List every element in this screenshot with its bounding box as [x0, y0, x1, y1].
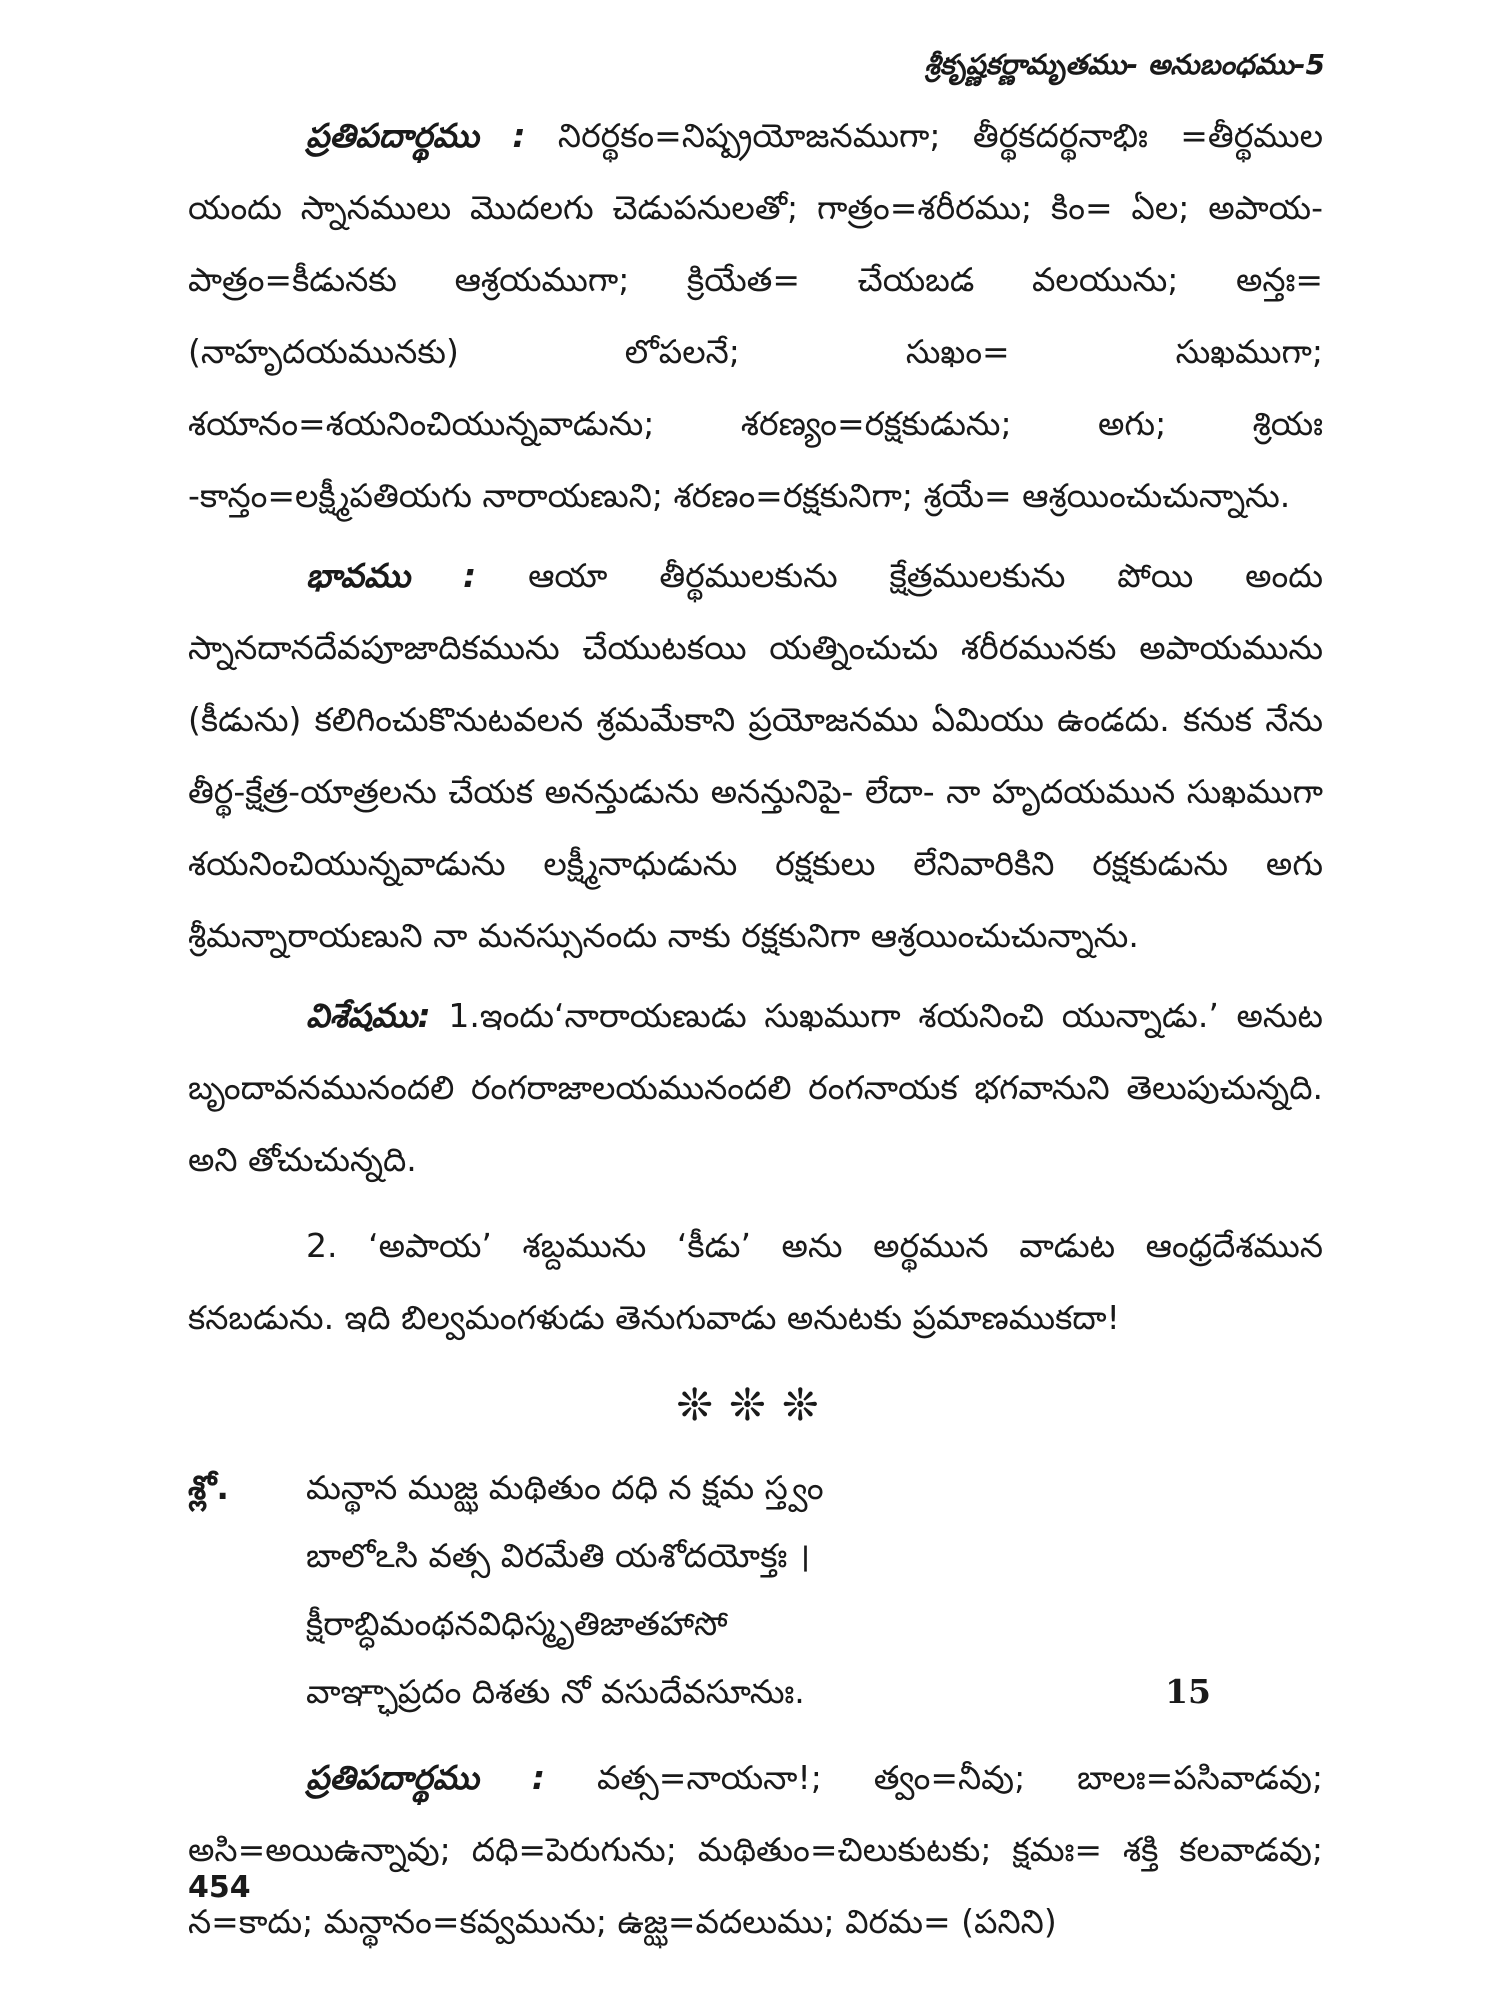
paragraph-text: 1.ఇందు‘నారాయణుడు సుఖముగా శయనించి యున్నాడు.’ అనుట బృందావనమునందలి రంగరాజాలయమునందలి రంగనాయక భగవానుని తెలుపుచున్నది. అని తోచుచున్నది.	[188, 996, 1323, 1179]
verse-line: క్షీరాబ్ధిమంథనవిధిస్మృతిజాతహాసో	[306, 1604, 728, 1643]
section-heading: విశేషము:	[306, 996, 431, 1035]
paragraph-text: ఆయా తీర్థములకును క్షేత్రములకును పోయి అందు స్నానదానదేవపూజాదికమును చేయుటకయి యత్నించుచు శరీరమునకు అపాయమును (కీడును) కలిగించుకొనుటవలన శ్రమమేకాని ప్రయోజనము ఏమియు ఉండదు. కనుక నేను తీర్థ-క్షేత్ర-యాత్రలను చేయక అనన్తుడును అనన్తునిపై- లేదా- నా హృదయమున సుఖముగా శయనించియున్నవాడును లక్ష్మీనాధుడును రక్షకులు లేనివారికిని రక్షకుడును అగు శ్రీమన్నారాయణుని నా మనస్సునందు నాకు రక్షకునిగా ఆశ్రయించుచున్నాను.	[188, 556, 1323, 955]
page-body	[188, 100, 1323, 1966]
word-meaning-paragraph	[188, 100, 1323, 532]
word-meaning-paragraph	[188, 1742, 1323, 1958]
running-header: శ్రీకృష్ణకర్ణామృతము- అనుబంధము-5	[924, 48, 1325, 81]
section-divider-ornament: ❊❊❊	[676, 1380, 835, 1431]
verse-line: మన్థాన ముజ్ఝ మథితుం దధి న క్షమ స్త్వం	[306, 1468, 824, 1507]
verse-block	[188, 1454, 1323, 1726]
meaning-paragraph	[188, 540, 1323, 972]
verse-label: శ్లో.	[188, 1468, 229, 1507]
verse-line: బాలోఽసి వత్స విరమేతి యశోదయోక్తః ।	[306, 1536, 811, 1575]
paragraph-text: 2. ‘అపాయ’ శబ్దమును ‘కీడు’ అను అర్థమున వాడుట ఆంధ్రదేశమున కనబడును. ఇది బిల్వమంగళుడు తెనుగువాడు అనుటకు ప్రమాణముకదా!	[188, 1226, 1323, 1337]
section-heading: భావము :	[306, 556, 477, 595]
verse-line: వాఞ్ఛాప్రదం దిశతు నో వసుదేవసూనుః.	[306, 1672, 805, 1711]
special-note-paragraph	[188, 980, 1323, 1196]
section-heading: ప్రతిపదార్థము :	[306, 1758, 546, 1797]
page-number: 454	[188, 1870, 251, 1905]
section-heading: ప్రతిపదార్థము :	[306, 116, 526, 155]
paragraph-text: వత్స=నాయనా!; త్వం=నీవు; బాలః=పసివాడవు; అసి=అయిఉన్నావు; దధి=పెరుగును; మథితుం=చిలుకుటకు; క్షమః= శక్తి కలవాడవు; న=కాదు; మన్థానం=కవ్వమును; ఉజ్ఝ=వదలుము; విరమ= (పనిని)	[188, 1758, 1323, 1941]
special-note-2-paragraph	[188, 1210, 1323, 1354]
paragraph-text: నిరర్థకం=నిష్ప్రయోజనముగా; తీర్థకదర్థనాభిః =తీర్థముల యందు స్నానములు మొదలగు చెడుపనులతో; గాత్రం=శరీరము; కిం= ఏల; అపాయ-పాత్రం=కీడునకు ఆశ్రయముగా; క్రియేత= చేయబడ వలయును; అన్తః=(నాహృదయమునకు) లోపలనే; సుఖం= సుఖముగా; శయానం=శయనించియున్నవాడును; శరణ్యం=రక్షకుడును; అగు; శ్రియః -కాన్తం=లక్ష్మీపతియగు నారాయణుని; శరణం=రక్షకునిగా; శ్రయే= ఆశ్రయించుచున్నాను.	[188, 116, 1323, 515]
verse-number: 15	[1165, 1672, 1211, 1711]
